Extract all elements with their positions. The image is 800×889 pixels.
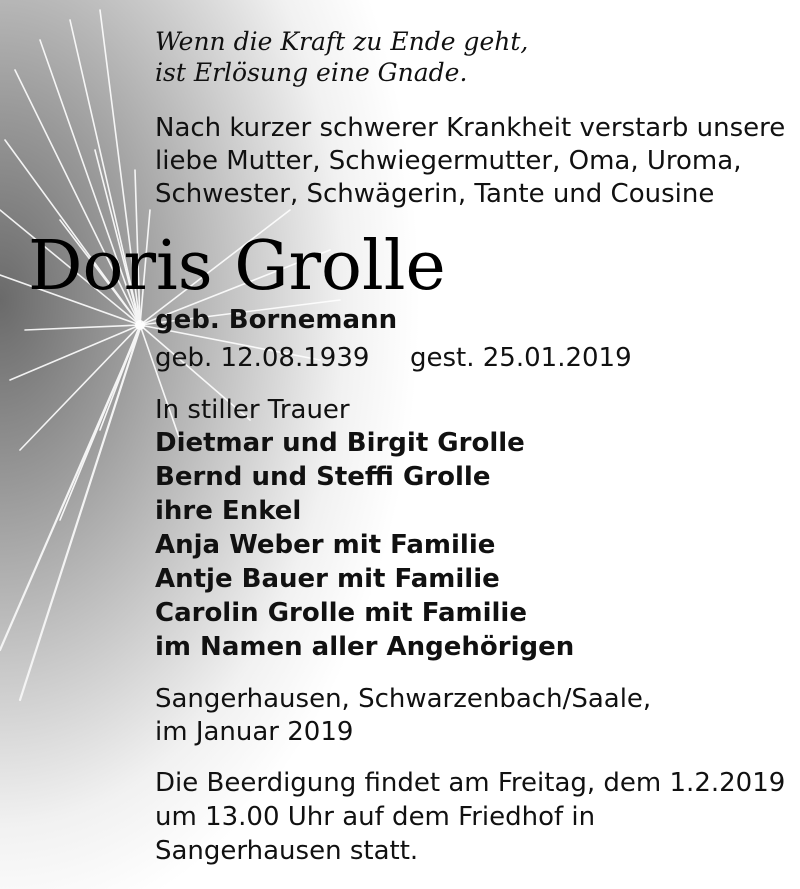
intro-line-1: Nach kurzer schwerer Krankheit verstarb unsere — [155, 113, 786, 143]
mourner-line: Antje Bauer mit Familie — [155, 564, 500, 594]
intro-line-2: liebe Mutter, Schwiegermutter, Oma, Uroma, — [155, 146, 742, 176]
funeral-line-2: um 13.00 Uhr auf dem Friedhof in — [155, 802, 596, 832]
funeral-line-3: Sangerhausen statt. — [155, 836, 419, 866]
place-line-1: Sangerhausen, Schwarzenbach/Saale, — [155, 684, 652, 714]
birth-date: geb. 12.08.1939 — [155, 343, 370, 373]
motto-line-2: ist Erlösung eine Gnade. — [155, 58, 468, 87]
motto-line-1: Wenn die Kraft zu Ende geht, — [155, 27, 529, 56]
mourner-line: Dietmar und Birgit Grolle — [155, 428, 525, 458]
place-line-2: im Januar 2019 — [155, 717, 354, 747]
mourner-line: Bernd und Steffi Grolle — [155, 462, 491, 492]
maiden-name: geb. Bornemann — [155, 305, 398, 335]
mourner-line: Carolin Grolle mit Familie — [155, 598, 527, 628]
mourners-intro: In stiller Trauer — [155, 395, 350, 425]
deceased-name: Doris Grolle — [28, 227, 446, 306]
mourner-line: ihre Enkel — [155, 496, 302, 526]
mourner-line: im Namen aller Angehörigen — [155, 632, 575, 662]
funeral-line-1: Die Beerdigung findet am Freitag, dem 1.2.2019 — [155, 768, 786, 798]
intro-line-3: Schwester, Schwägerin, Tante und Cousine — [155, 179, 715, 209]
death-date: gest. 25.01.2019 — [410, 343, 632, 373]
mourner-line: Anja Weber mit Familie — [155, 530, 496, 560]
